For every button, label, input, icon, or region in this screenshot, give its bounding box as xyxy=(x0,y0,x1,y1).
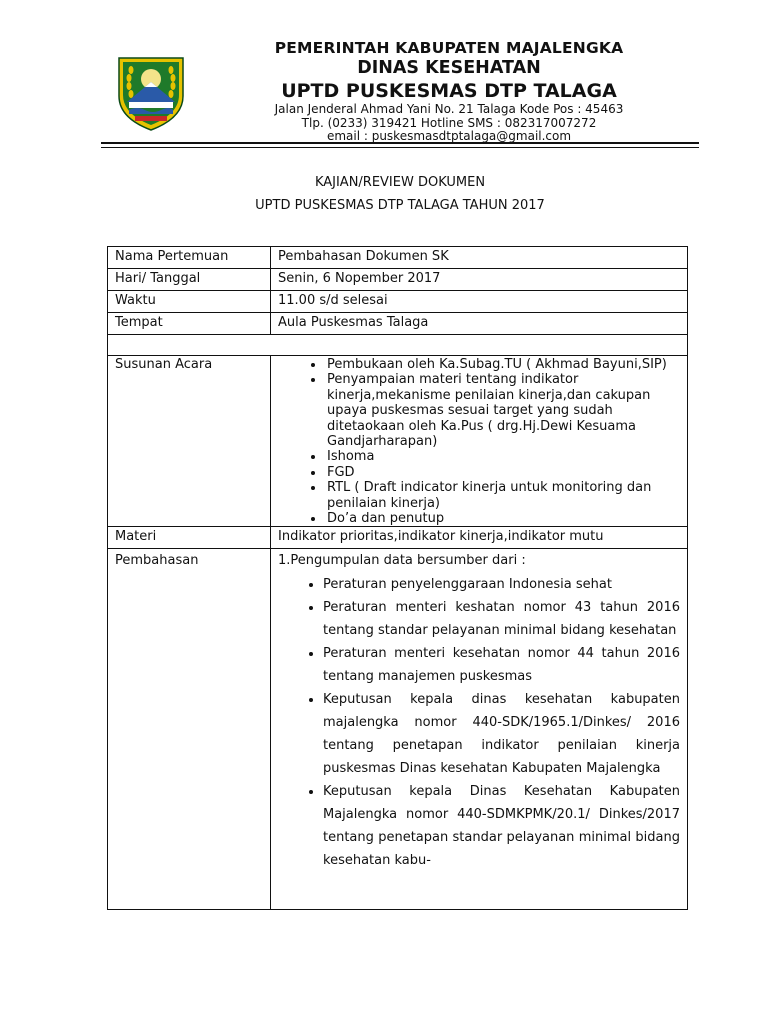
table-row xyxy=(108,247,688,269)
review-table xyxy=(107,246,688,910)
address-line: Jalan Jenderal Ahmad Yani No. 21 Talaga Kode Pos : 45463 xyxy=(274,102,624,116)
pembahasan-list xyxy=(278,573,680,872)
table-row xyxy=(108,291,688,313)
row-label: Hari/ Tanggal xyxy=(108,269,271,291)
header-rule-thin xyxy=(101,147,699,148)
list-item: • Peraturan menteri kesehatan nomor 44 tahun 2016 tentang manajemen puskesmas xyxy=(323,642,680,688)
document-subtitle: UPTD PUSKESMAS DTP TALAGA TAHUN 2017 xyxy=(255,198,545,213)
row-value: 11.00 s/d selesai xyxy=(271,291,688,313)
row-value: Senin, 6 Nopember 2017 xyxy=(271,269,688,291)
red-ribbon xyxy=(135,116,167,121)
pembahasan-content xyxy=(278,549,680,909)
acara-list xyxy=(278,357,680,526)
institution-name: UPTD PUSKESMAS DTP TALAGA xyxy=(281,80,617,102)
header-rule-thick xyxy=(101,142,699,144)
empty-row xyxy=(108,335,688,356)
row-label: Materi xyxy=(108,527,271,549)
row-value: Pembahasan Dokumen SK xyxy=(271,247,688,269)
list-item: • Peraturan penyelenggaraan Indonesia sehat xyxy=(323,573,680,596)
row-label: Waktu xyxy=(108,291,271,313)
row-value: Aula Puskesmas Talaga xyxy=(271,313,688,335)
list-item: • Ishoma xyxy=(325,449,680,464)
row-label: Susunan Acara xyxy=(108,356,271,527)
list-item: • Peraturan menteri keshatan nomor 43 tahun 2016 tentang standar pelayanan minimal bidang kesehatan xyxy=(323,596,680,642)
table-row xyxy=(108,269,688,291)
phone-line: Tlp. (0233) 319421 Hotline SMS : 082317007272 xyxy=(301,115,597,130)
majalengka-coat-of-arms-logo xyxy=(115,52,187,132)
list-item: • Keputusan kepala dinas kesehatan kabupaten majalengka nomor 440-SDK/1965.1/Dinkes/ 2016 tentang penetapan indikator penilaian kinerja puskesmas Dinas kesehatan Kabupaten Majalengka xyxy=(323,688,680,780)
pembahasan-cell xyxy=(271,549,688,910)
bridge-band xyxy=(129,102,173,108)
table-row-pembahasan xyxy=(108,549,688,910)
row-label: Nama Pertemuan xyxy=(108,247,271,269)
row-label: Tempat xyxy=(108,313,271,335)
pembahasan-intro: 1.Pengumpulan data bersumber dari : xyxy=(278,553,526,569)
row-value: Indikator prioritas,indikator kinerja,indikator mutu xyxy=(271,527,688,549)
department-name: DINAS KESEHATAN xyxy=(357,58,541,78)
empty-cell xyxy=(108,335,688,356)
table-row xyxy=(108,313,688,335)
government-name: PEMERINTAH KABUPATEN MAJALENGKA xyxy=(274,39,624,57)
acara-cell xyxy=(271,356,688,527)
list-item: • RTL ( Draft indicator kinerja untuk monitoring dan penilaian kinerja) xyxy=(325,480,680,511)
email-line: email : puskesmasdtptalaga@gmail.com xyxy=(326,129,572,143)
table-row-materi xyxy=(108,527,688,549)
list-item: • Do’a dan penutup xyxy=(325,511,680,526)
letterhead xyxy=(190,38,708,144)
list-item: • Keputusan kepala Dinas Kesehatan Kabupaten Majalengka nomor 440-SDMKPMK/20.1/ Dinkes/2017 tentang penetapan standar pelayanan minimal bidang kesehatan kabu- xyxy=(323,780,680,872)
row-label: Pembahasan xyxy=(108,549,271,910)
table-row-acara xyxy=(108,356,688,527)
list-item: • Penyampaian materi tentang indikator kinerja,mekanisme penilaian kinerja,dan cakupan upaya puskesmas sesuai target yang sudah ditetaokaan oleh Ka.Pus ( drg.Hj.Dewi Kesuama Gandjarharapan) xyxy=(325,372,680,449)
list-item: • Pembukaan oleh Ka.Subag.TU ( Akhmad Bayuni,SIP) xyxy=(325,357,680,372)
document-title: KAJIAN/REVIEW DOKUMEN xyxy=(314,175,486,190)
list-item: • FGD xyxy=(325,465,680,480)
